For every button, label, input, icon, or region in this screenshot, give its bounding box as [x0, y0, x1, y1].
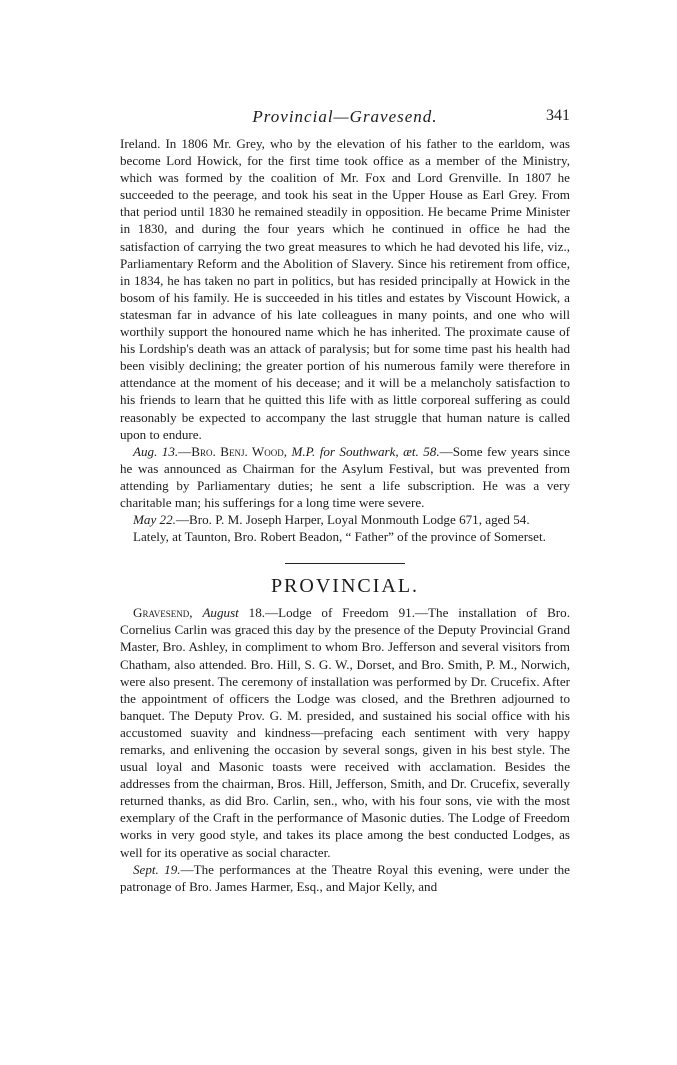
- section-heading: PROVINCIAL.: [270, 575, 420, 598]
- harper-obituary-date: May 22.: [133, 512, 176, 528]
- theatre-report-paragraph: [120, 861, 570, 895]
- gravesend-date: August: [202, 605, 239, 621]
- wood-obituary-date: Aug. 13.: [133, 443, 179, 459]
- wood-obituary-name: —Bro. Benj. Wood,: [178, 443, 292, 459]
- gravesend-report-text: 18.—Lodge of Freedom 91.—The installation of Bro. Cornelius Carlin was graced this day by the presence of the Deputy Provincial Grand Master, Bro. Ashley, in compliment to whom Bro. Jefferson and several visitors from Chatham, also attended. Bro. Hill, S. G. W., Dorset, and Bro. Smith, P. M., Norwich, were also present. The ceremony of installation was performed by Dr. Crucefix. After the appointment of officers the Lodge was closed, and the Brethren adjourned to banquet. The Deputy Prov. G. M. presided, and sustained his social office with his accustomed suavity and kindness—prefacing each sentiment with very happy remarks, and enlivening the occasion by several songs, given in his best style. The usual loyal and Masonic toasts were received with acclamation. Besides the addresses from the chairman, Bros. Hill, Jefferson, Smith, and Dr. Crucefix, severally returned thanks, as did Bro. Carlin, sen., who, with his four sons, vie with the most exemplary of the Craft in the performance of Masonic duties. The Lodge of Freedom works in very good style, and takes its place among the best conducted Lodges, as well for its operative as social character.: [120, 605, 570, 860]
- wood-obituary-paragraph: [120, 443, 570, 511]
- gravesend-report-paragraph: [120, 604, 570, 860]
- wood-obituary-text: —Some few years since he was announced as Chairman for the Asylum Festival, but was prevented from attending by Parliamentary duties; he sent a life subscription. He was a very charitable man; his sufferings for a long time were severe.: [120, 443, 571, 510]
- harper-obituary-paragraph: [120, 511, 570, 528]
- theatre-report-date: Sept. 19.: [133, 861, 181, 877]
- gravesend-place: Gravesend,: [133, 605, 203, 621]
- running-head: [120, 107, 570, 131]
- earl-grey-obituary-paragraph: Ireland. In 1806 Mr. Grey, who by the elevation of his father to the earldom, was become Lord Howick, for the first time took office as a member of the Ministry, which was formed by the coalition of Mr. Fox and Lord Grenville. In 1807 he succeeded to the peerage, and took his seat in the Upper House as Earl Grey. From that period until 1830 he remained steadily in opposition. He became Prime Minister in 1830, and during the four years which he continued in office he had the satisfaction of carrying the two great measures to which he had devoted his life, viz., Parliamentary Reform and the Abolition of Slavery. Since his retirement from office, in 1834, he has taken no part in politics, but has resided principally at Howick in the bosom of his family. He is succeeded in his titles and estates by Viscount Howick, a statesman far in advance of his late colleagues in many points, and one who will worthily support the honoured name which he has inherited. The proximate cause of his Lordship's death was an attack of paralysis; but for some time past his health had been visibly declining; the greater portion of his numerous family were therefore in attendance at the moment of his decease; and it will be a melancholy satisfaction to his friends to learn that he quitted this life with as little corporeal suffering as could reasonably be expected to accompany the last struggle that human nature is called upon to endure.: [120, 136, 570, 442]
- page-body: [120, 135, 570, 895]
- running-head-title: Provincial—Gravesend.: [252, 107, 438, 126]
- section-divider: [285, 563, 405, 564]
- page-number: 341: [546, 107, 570, 124]
- harper-obituary-text: —Bro. P. M. Joseph Harper, Loyal Monmouth Lodge 671, aged 54.: [175, 512, 530, 528]
- theatre-report-text: —The performances at the Theatre Royal this evening, were under the patronage of Bro. James Harmer, Esq., and Major Kelly, and: [120, 861, 570, 894]
- wood-obituary-title: M.P. for Southwark, æt. 58.: [291, 443, 440, 459]
- beadon-obituary-paragraph: Lately, at Taunton, Bro. Robert Beadon, “ Father” of the province of Somerset.: [133, 529, 546, 545]
